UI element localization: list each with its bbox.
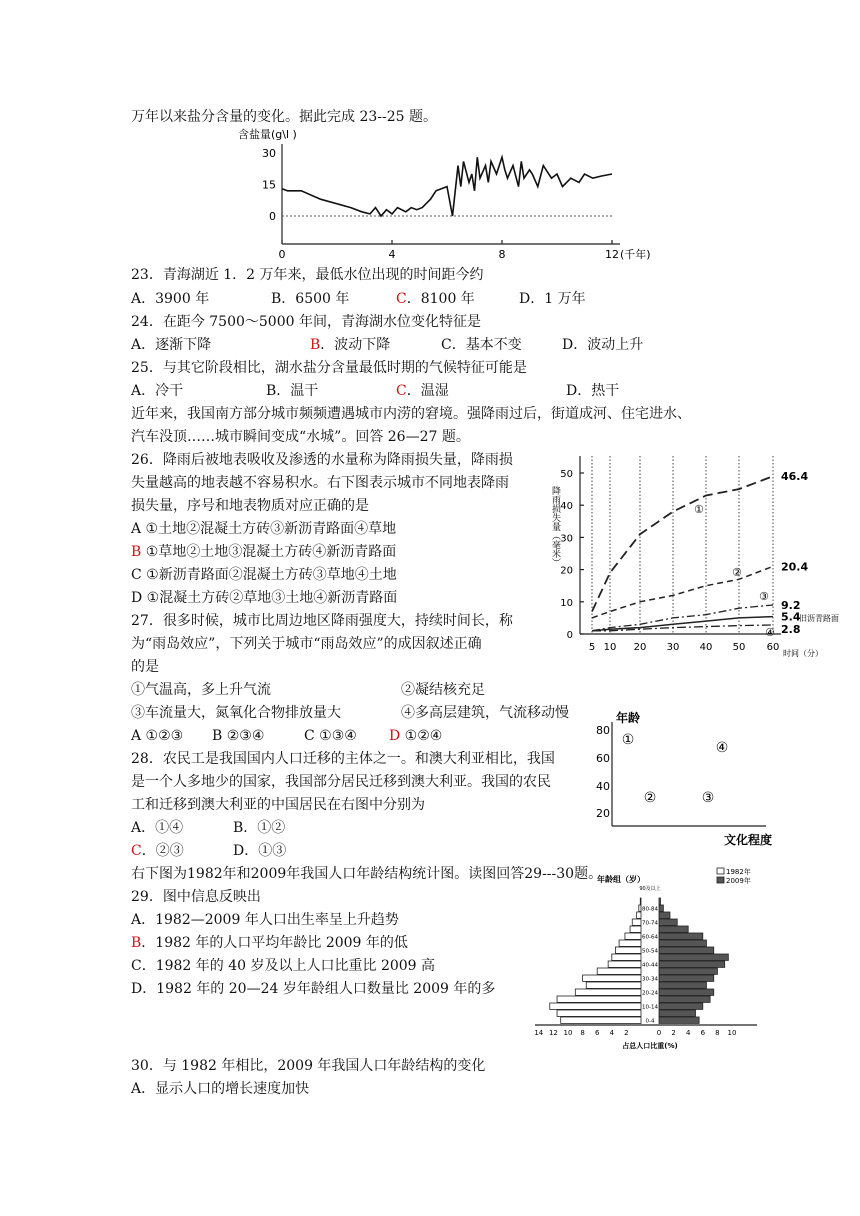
bar-2009 bbox=[659, 919, 677, 925]
x-tick-label: 4 bbox=[609, 1029, 615, 1037]
q30-option-a: A．显示人口的增长速度加快 bbox=[131, 1081, 310, 1097]
q29-stem: 29．图中信息反映出 bbox=[131, 889, 261, 905]
q26-option-d: D ①混凝土方砖②草地③土地④新沥青路面 bbox=[131, 590, 398, 606]
y-tick-label: 50 bbox=[560, 469, 573, 480]
x-axis-label: 文化程度 bbox=[723, 833, 772, 847]
x-tick-label: 10 bbox=[727, 1029, 737, 1037]
q23-option-c bbox=[396, 290, 475, 308]
legend-swatch-1982 bbox=[717, 868, 724, 874]
age-group-label: 60-64 bbox=[642, 934, 658, 941]
x-tick-label: 12 bbox=[605, 248, 619, 261]
answer-mark: B bbox=[310, 337, 321, 353]
series-name-label: ③ bbox=[759, 590, 769, 603]
q28-option-d: D．①③ bbox=[233, 843, 287, 859]
x-tick-label: 4 bbox=[685, 1029, 691, 1037]
q24-option-b bbox=[310, 336, 390, 354]
age-group-label: 30-34 bbox=[642, 976, 658, 983]
bar-1982 bbox=[575, 989, 641, 995]
scatter-point-label: ④ bbox=[715, 740, 729, 756]
rain-series-line bbox=[592, 566, 773, 618]
passage-2-line-1: 近年来，我国南方部分城市频频遭遇城市内涝的窘境。强降雨过后，街道成河、住宅进水、 bbox=[131, 406, 691, 422]
x-axis-label: (千年) bbox=[620, 248, 651, 261]
bar-2009 bbox=[659, 961, 725, 967]
y-tick-label: 80 bbox=[596, 724, 610, 737]
q24-option-b-text: ．波动下降 bbox=[320, 337, 391, 353]
bar-1982 bbox=[612, 954, 641, 960]
scatter-point-label: ① bbox=[621, 732, 635, 748]
q29-option-a: A．1982—2009 年人口出生率呈上升趋势 bbox=[131, 912, 399, 928]
y-axis-label: 年龄组（岁） bbox=[597, 875, 645, 884]
x-tick-label: 30 bbox=[666, 642, 680, 653]
q23-option-c-text: ．8100 年 bbox=[406, 291, 475, 307]
answer-mark: B bbox=[131, 544, 142, 560]
x-tick-label: 8 bbox=[498, 248, 506, 261]
bar-2009 bbox=[659, 898, 660, 904]
q29-option-b-text: ．1982 年的人口平均年龄比 2009 年的低 bbox=[141, 935, 408, 951]
bar-1982 bbox=[586, 982, 641, 988]
bar-2009 bbox=[659, 968, 717, 974]
salt-content-chart bbox=[230, 126, 680, 261]
q28-stem-line-1: 28．农民工是我国国内人口迁移的主体之一。和澳大利亚相比，我国 bbox=[131, 751, 555, 767]
series-end-label: 5.4 bbox=[781, 610, 801, 624]
q28-option-a: A．①④ bbox=[131, 820, 184, 836]
passage-2-line-2: 汽车没顶……城市瞬间变成“水城”。回答 26—27 题。 bbox=[131, 429, 470, 445]
series-name-label: ④ bbox=[765, 626, 775, 639]
q27-option-a: A ①②③ bbox=[131, 728, 184, 744]
q27-statement-1: ①气温高，多上升气流 bbox=[131, 682, 271, 698]
x-tick-label: 0 bbox=[656, 1029, 662, 1037]
rain-series-line bbox=[592, 625, 773, 631]
age-group-label: 20-24 bbox=[642, 990, 658, 997]
x-tick-label: 20 bbox=[633, 642, 647, 653]
bar-1982 bbox=[550, 1003, 641, 1009]
q26-option-b-text: ①草地②土地③混凝土方砖④新沥青路面 bbox=[141, 544, 397, 560]
passage-3: 右下图为1982年和2009年我国人口年龄结构统计图。读图回答29---30题。 bbox=[131, 866, 603, 882]
x-tick-label: 10 bbox=[563, 1029, 573, 1037]
scatter-point-label: ③ bbox=[701, 790, 715, 806]
y-tick-label: 0 bbox=[566, 630, 573, 641]
legend-swatch-2009 bbox=[717, 877, 724, 883]
bar-2009 bbox=[659, 933, 703, 939]
q29-option-d: D．1982 年的 20—24 岁年龄组人口数量比 2009 年的多 bbox=[131, 981, 496, 997]
q28-option-b: B．①② bbox=[233, 820, 286, 836]
bar-2009 bbox=[659, 1003, 703, 1009]
y-axis-label: 年龄 bbox=[616, 711, 641, 725]
series-end-label: 2.8 bbox=[781, 622, 801, 636]
bar-1982 bbox=[608, 961, 641, 967]
x-tick-label: 6 bbox=[594, 1029, 600, 1037]
q27-stem-line-3: 的是 bbox=[131, 659, 159, 675]
salt-content-line bbox=[282, 157, 612, 216]
y-tick-label: 30 bbox=[560, 533, 573, 545]
q25-option-b: B．温干 bbox=[266, 383, 319, 399]
answer-mark: C bbox=[396, 291, 407, 307]
bar-1982 bbox=[630, 926, 641, 932]
x-tick-label: 2 bbox=[624, 1029, 629, 1037]
y-tick-label: 0 bbox=[269, 210, 276, 223]
x-tick-label: 5 bbox=[588, 642, 596, 653]
x-tick-label: 40 bbox=[699, 642, 713, 653]
q25-option-d: D．热干 bbox=[566, 383, 620, 399]
x-tick-label: 8 bbox=[715, 1029, 720, 1037]
y-tick-label: 40 bbox=[560, 501, 573, 513]
x-tick-label: 6 bbox=[700, 1029, 706, 1037]
y-axis-label: 含盐量(g\l ) bbox=[238, 128, 297, 141]
q27-option-d bbox=[389, 727, 442, 745]
q27-statement-3: ③车流量大，氮氧化合物排放量大 bbox=[131, 705, 341, 721]
bar-1982 bbox=[615, 947, 641, 953]
intro-line: 万年以来盐分含量的变化。据此完成 23--25 题。 bbox=[131, 109, 437, 125]
bar-1982 bbox=[561, 1017, 641, 1023]
q24-option-d: D．波动上升 bbox=[562, 337, 644, 353]
rainfall-loss-chart bbox=[537, 446, 855, 660]
bar-1982 bbox=[583, 975, 641, 981]
x-tick-label: 50 bbox=[732, 642, 746, 653]
bar-2009 bbox=[659, 947, 714, 953]
y-tick-label: 15 bbox=[262, 178, 276, 192]
age-education-chart bbox=[590, 708, 780, 848]
bar-1982 bbox=[557, 996, 641, 1002]
q27-option-d-text: ①②④ bbox=[400, 728, 443, 744]
age-group-label: 50-54 bbox=[642, 948, 658, 955]
side-label: 旧沥青路面 bbox=[799, 614, 839, 623]
q28-stem-line-3: 工和迁移到澳大利亚的中国居民在右图中分别为 bbox=[131, 797, 425, 813]
answer-mark: C bbox=[131, 843, 142, 859]
q26-option-c: C ①新沥青路面②混凝土方砖③草地④土地 bbox=[131, 567, 397, 583]
q30-stem: 30．与 1982 年相比，2009 年我国人口年龄结构的变化 bbox=[131, 1058, 486, 1074]
series-name-label: ② bbox=[732, 566, 742, 579]
age-group-label: 70-74 bbox=[642, 920, 658, 927]
bar-2009 bbox=[659, 954, 728, 960]
series-end-label: 20.4 bbox=[781, 560, 809, 574]
bar-1982 bbox=[625, 933, 641, 939]
series-name-label: ① bbox=[694, 503, 704, 516]
x-tick-label: 2 bbox=[671, 1029, 676, 1037]
q27-statement-4: ④多高层建筑，气流移动慢 bbox=[401, 705, 569, 721]
y-tick-label: 10 bbox=[560, 597, 573, 609]
population-pyramid-chart bbox=[525, 866, 765, 1058]
q23-stem: 23．青海湖近 1．2 万年来，最低水位出现的时间距今约 bbox=[131, 267, 484, 283]
y-tick-label: 40 bbox=[596, 780, 610, 793]
age-group-label: 10-14 bbox=[642, 1004, 658, 1011]
q25-option-a: A．冷干 bbox=[131, 383, 184, 399]
q27-option-c: C ①③④ bbox=[304, 728, 357, 744]
x-tick-label: 60 bbox=[766, 642, 780, 653]
q24-option-c: C．基本不变 bbox=[441, 337, 522, 353]
x-axis-label: 时间（分） bbox=[783, 649, 823, 658]
bar-2009 bbox=[659, 996, 710, 1002]
rain-series-line bbox=[592, 476, 773, 611]
q25-option-c-text: ．温湿 bbox=[406, 383, 449, 399]
q23-option-a: A．3900 年 bbox=[131, 291, 210, 307]
answer-mark: D bbox=[389, 728, 401, 744]
q25-stem: 25．与其它阶段相比，湖水盐分含量最低时期的气候特征可能是 bbox=[131, 360, 527, 376]
x-tick-label: 10 bbox=[603, 642, 617, 653]
bar-1982 bbox=[597, 968, 641, 974]
y-axis-label: 降雨损失量（毫米） bbox=[550, 486, 560, 567]
y-tick-label: 30 bbox=[262, 147, 276, 160]
x-tick-label: 0 bbox=[278, 248, 286, 261]
series-end-label: 46.4 bbox=[781, 470, 809, 484]
x-tick-label: 12 bbox=[548, 1029, 558, 1037]
bar-2009 bbox=[659, 905, 663, 911]
bar-2009 bbox=[659, 982, 706, 988]
bar-2009 bbox=[659, 912, 670, 918]
bar-2009 bbox=[659, 1017, 699, 1023]
x-tick-label: 4 bbox=[388, 248, 396, 261]
bar-1982 bbox=[640, 898, 641, 904]
q28-stem-line-2: 是一个人多地少的国家，我国部分居民迁移到澳大利亚。我国的农民 bbox=[131, 774, 551, 790]
legend-label-2009: 2009年 bbox=[726, 877, 751, 885]
y-tick-label: 20 bbox=[560, 565, 573, 577]
bar-2009 bbox=[659, 989, 714, 995]
legend-label-1982: 1982年 bbox=[726, 868, 751, 876]
age-group-label: 80-84 bbox=[642, 906, 658, 913]
q23-option-d: D．1 万年 bbox=[519, 291, 586, 307]
q27-statement-2: ②凝结核充足 bbox=[401, 682, 485, 698]
y-tick-label: 60 bbox=[596, 752, 610, 765]
bar-2009 bbox=[659, 1010, 696, 1016]
q24-option-a: A．逐渐下降 bbox=[131, 337, 212, 353]
series-end-label: 9.2 bbox=[781, 599, 801, 613]
bar-2009 bbox=[659, 940, 706, 946]
q26-option-a: A ①土地②混凝土方砖③新沥青路面④草地 bbox=[131, 521, 397, 537]
q29-option-b bbox=[131, 934, 408, 952]
q24-stem: 24．在距今 7500～5000 年间，青海湖水位变化特征是 bbox=[131, 314, 481, 330]
bar-2009 bbox=[659, 926, 688, 932]
x-tick-label: 8 bbox=[580, 1029, 585, 1037]
q29-option-c: C．1982 年的 40 岁及以上人口比重比 2009 高 bbox=[131, 958, 436, 974]
bar-1982 bbox=[632, 919, 641, 925]
bar-1982 bbox=[619, 940, 641, 946]
q26-stem-line-3: 损失量，序号和地表物质对应正确的是 bbox=[131, 498, 369, 514]
scatter-point-label: ② bbox=[643, 790, 657, 806]
answer-mark: C bbox=[396, 383, 407, 399]
bar-1982 bbox=[639, 905, 641, 911]
x-axis-label: 占总人口比重(%) bbox=[622, 1042, 678, 1050]
rain-series-line bbox=[592, 617, 773, 631]
y-tick-label: 20 bbox=[596, 807, 610, 820]
q27-option-b: B ②③④ bbox=[212, 728, 265, 744]
age-group-label: 40-44 bbox=[642, 962, 658, 969]
age-group-label: 0-4 bbox=[645, 1018, 655, 1025]
x-tick-label: 14 bbox=[534, 1029, 544, 1037]
q28-option-c bbox=[131, 842, 184, 860]
q26-stem-line-1: 26．降雨后被地表吸收及渗透的水量称为降雨损失量，降雨损 bbox=[131, 452, 513, 468]
q25-option-c bbox=[396, 382, 449, 400]
q23-option-b: B．6500 年 bbox=[271, 291, 350, 307]
q28-option-c-text: ．②③ bbox=[141, 843, 184, 859]
bar-2009 bbox=[659, 975, 714, 981]
bar-1982 bbox=[637, 912, 641, 918]
q27-stem-line-2: 为“雨岛效应”，下列关于城市“雨岛效应”的成因叙述正确 bbox=[131, 636, 482, 652]
q26-stem-line-2: 失量越高的地表越不容易积水。右下图表示城市不同地表降雨 bbox=[131, 475, 509, 491]
top-age-label: 90及以上 bbox=[639, 886, 661, 892]
q26-option-b bbox=[131, 543, 396, 561]
bar-1982 bbox=[557, 1010, 641, 1016]
q27-stem-line-1: 27．很多时候，城市比周边地区降雨强度大，持续时间长，称 bbox=[131, 613, 513, 629]
answer-mark: B bbox=[131, 935, 142, 951]
